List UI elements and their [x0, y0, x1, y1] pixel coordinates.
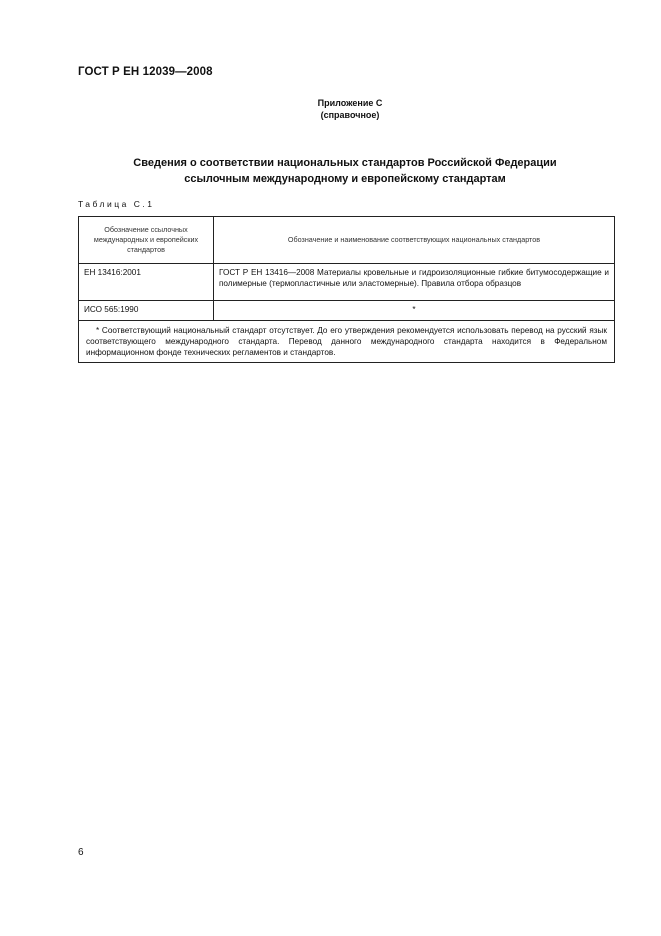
section-title-line-1: Сведения о соответствии национальных стандартов Российской Федерации — [133, 157, 557, 169]
cell-reference-standard: ИСО 565:1990 — [79, 301, 214, 321]
header-cell-national-standards: Обозначение и наименование соответствующих национальных стандартов — [214, 217, 615, 264]
table-label: Таблица С.1 — [78, 199, 155, 209]
table-footnote-row — [79, 321, 615, 363]
table-header-row — [79, 217, 615, 264]
cell-national-standard: ГОСТ Р ЕН 13416—2008 Материалы кровельные и гидроизоляционные гибкие битумосодержащие и полимерные (термопластичные или эластомерные). Правила отбора образцов — [214, 264, 615, 301]
annex-heading — [200, 97, 500, 121]
table-row — [79, 301, 615, 321]
header-cell-reference-standards: Обозначение ссылочных международных и европейских стандартов — [79, 217, 214, 264]
cell-national-standard: * — [214, 301, 615, 321]
section-title — [95, 155, 595, 187]
table-footnote-text: * Соответствующий национальный стандарт отсутствует. До его утверждения рекомендуется использовать перевод на русский язык соответствующего международного стандарта. Перевод данного международного стандарта находится в Федеральном информационном фонде технических регламентов и стандартов. — [86, 326, 607, 357]
annex-title: Приложение С — [317, 98, 383, 108]
page-number: 6 — [78, 847, 84, 858]
annex-subtitle: (справочное) — [320, 110, 380, 120]
standards-correspondence-table — [78, 216, 615, 363]
document-code-header: ГОСТ Р ЕН 12039—2008 — [78, 66, 213, 78]
table-row — [79, 264, 615, 301]
section-title-line-2: ссылочным международному и европейскому стандартам — [184, 173, 506, 185]
table-footnote-cell — [79, 321, 615, 363]
cell-reference-standard: ЕН 13416:2001 — [79, 264, 214, 301]
